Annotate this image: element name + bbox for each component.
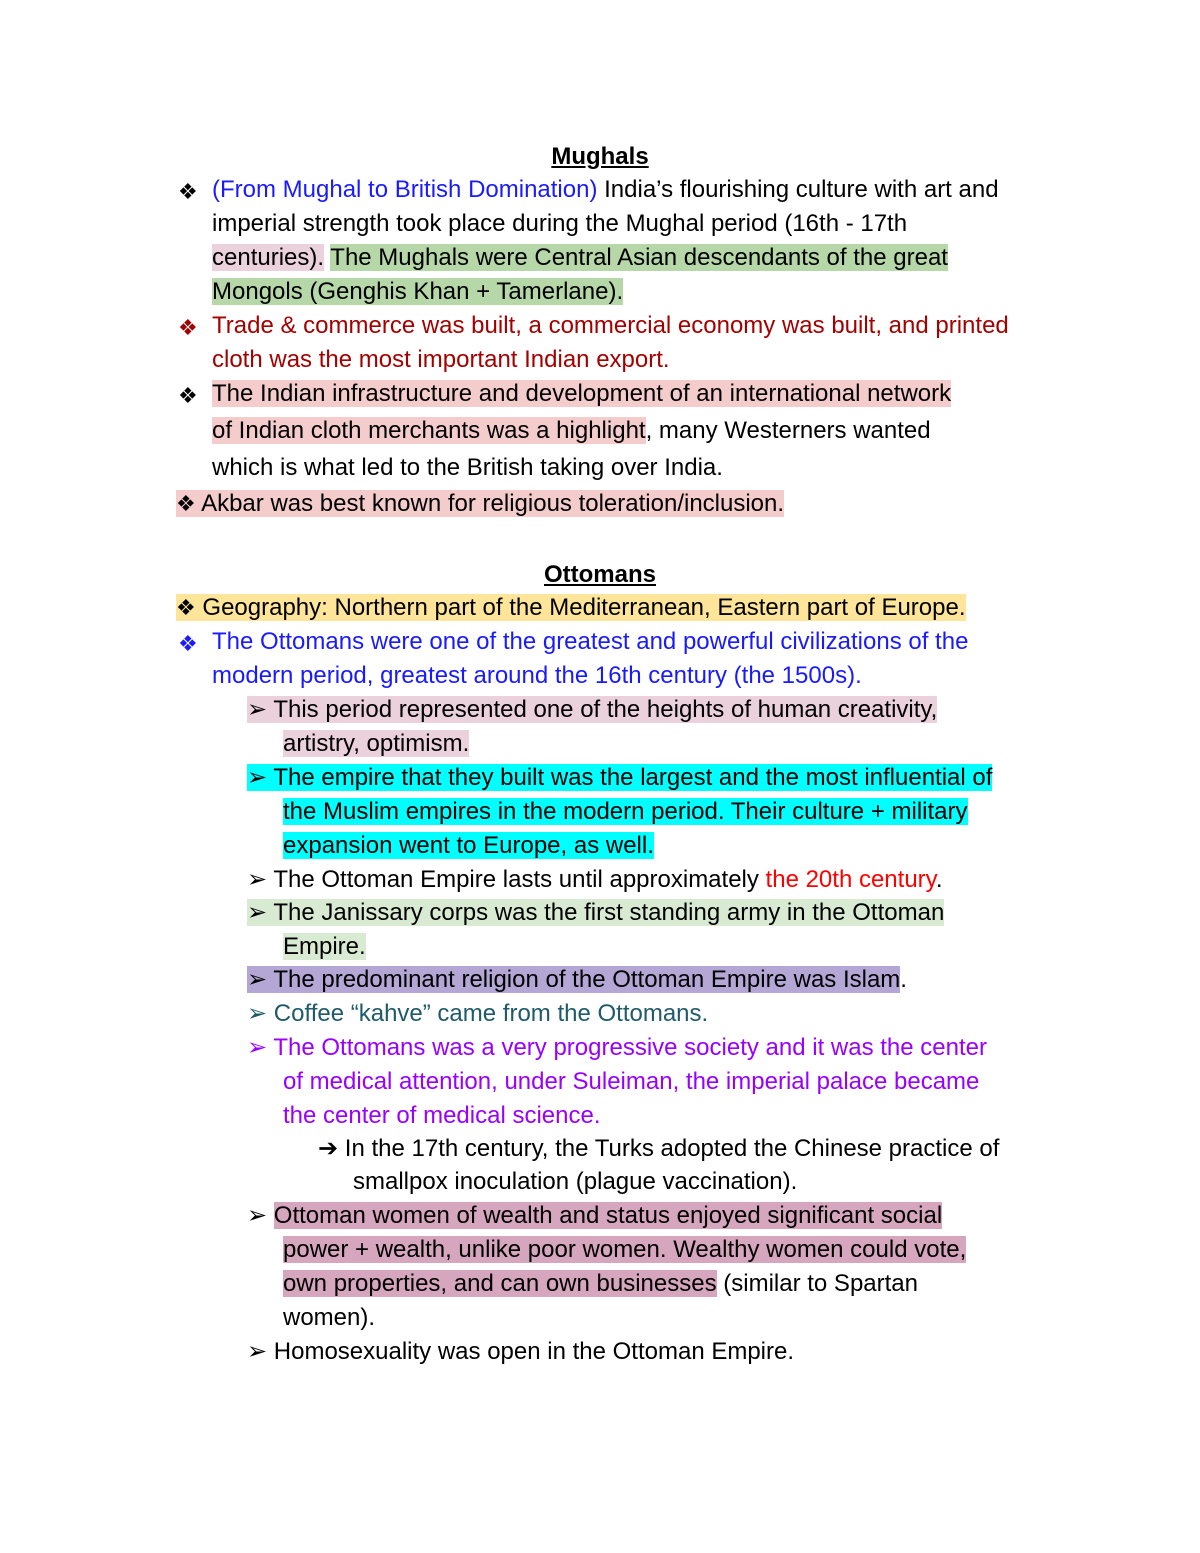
ottomans-sub-6-text: Coffee “kahve” came from the Ottomans. — [273, 1000, 709, 1027]
ottomans-sub-1-line-1 — [247, 693, 937, 727]
ottomans-sub-7-line-2: of medical attention, under Suleiman, the imperial palace became — [283, 1068, 980, 1095]
arrowhead-bullet-icon: ➢ — [247, 764, 268, 791]
ottomans-sub-4-line-2 — [283, 930, 366, 964]
ottomans-sub-8-text: (similar to Spartan — [716, 1270, 918, 1297]
arrowhead-bullet-icon: ➢ — [247, 899, 268, 926]
arrowhead-bullet-icon: ➢ — [247, 1034, 268, 1061]
mughals-bullet-1-blue: (From Mughal to British Domination) — [212, 176, 598, 203]
ottomans-sub-8-line-3 — [283, 1267, 918, 1301]
arrowhead-bullet-icon: ➢ — [247, 1202, 268, 1229]
mughals-bullet-2-line-1: Trade & commerce was built, a commercial economy was built, and printed — [212, 312, 1009, 339]
ottomans-sub-8-highlight-3: own properties, and can own businesses — [283, 1270, 717, 1297]
ottomans-sub-9 — [247, 1335, 794, 1369]
ottomans-sub-1-highlight — [247, 696, 937, 723]
ottomans-bullet-1 — [176, 591, 966, 625]
mughals-bullet-3-highlight: The Indian infrastructure and development of an international network — [212, 380, 952, 407]
mughals-bullet-1-line-1 — [212, 173, 999, 207]
mughals-bullet-3-highlight-2: of Indian cloth merchants was a highlight — [212, 417, 646, 444]
ottomans-bullet-1-highlight — [176, 594, 966, 621]
ottomans-sub-8-line-1 — [247, 1199, 942, 1233]
ottomans-tertiary-1-line-1 — [318, 1132, 999, 1166]
ottomans-sub-7-line-1 — [247, 1031, 987, 1065]
ottomans-tertiary-1-text: In the 17th century, the Turks adopted the Chinese practice of — [344, 1135, 1000, 1162]
ottomans-sub-6 — [247, 997, 708, 1031]
ottomans-sub-5 — [247, 963, 907, 997]
ottomans-sub-7-line-3: the center of medical science. — [283, 1102, 601, 1129]
diamond-bullet-icon: ❖ — [178, 383, 198, 408]
ottomans-sub-2-line-2 — [283, 795, 968, 829]
mughals-bullet-2-line-2: cloth was the most important Indian export. — [212, 346, 670, 373]
mughals-bullet-1-line-2: imperial strength took place during the Mughal period (16th - 17th — [212, 210, 908, 237]
ottomans-sub-4-highlight-2: Empire. — [283, 933, 366, 960]
mughals-bullet-4-highlight — [176, 490, 784, 517]
ottomans-sub-4-text: The Janissary corps was the first standing army in the Ottoman — [273, 899, 945, 926]
ottomans-sub-2-highlight-3: expansion went to Europe, as well. — [283, 832, 654, 859]
mughals-bullet-1-highlight-green: The Mughals were Central Asian descendants of the great — [330, 244, 948, 271]
arrowhead-bullet-icon: ➢ — [247, 1000, 268, 1027]
ottomans-sub-5-highlight — [247, 966, 900, 993]
ottomans-sub-3-text: The Ottoman Empire lasts until approximately — [273, 866, 766, 893]
diamond-bullet-icon: ❖ — [176, 595, 196, 620]
arrowhead-bullet-icon: ➢ — [247, 696, 268, 723]
diamond-bullet-icon: ❖ — [178, 179, 198, 204]
ottomans-sub-4-highlight — [247, 899, 944, 926]
ottomans-sub-5-period: . — [900, 966, 907, 993]
ottomans-sub-7-text: The Ottomans was a very progressive society and it was the center — [273, 1034, 987, 1061]
ottomans-sub-2-line-1 — [247, 761, 992, 795]
ottomans-sub-8-highlight: Ottoman women of wealth and status enjoyed significant social — [273, 1202, 943, 1229]
ottomans-bullet-2-line-2: modern period, greatest around the 16th century (the 1500s). — [212, 662, 862, 689]
arrowhead-bullet-icon: ➢ — [247, 1338, 268, 1365]
ottomans-sub-5-text: The predominant religion of the Ottoman Empire was Islam — [273, 966, 901, 993]
ottomans-sub-8-line-2 — [283, 1233, 966, 1267]
diamond-bullet-icon: ❖ — [178, 631, 198, 656]
mughals-bullet-1-highlight-green-2: Mongols (Genghis Khan + Tamerlane). — [212, 278, 624, 305]
mughals-bullet-1-text: India’s flourishing culture with art and — [597, 176, 999, 203]
arrow-bullet-icon: ➔ — [318, 1135, 339, 1162]
ottomans-sub-1-line-2 — [283, 727, 469, 761]
ottomans-tertiary-1-line-2: smallpox inoculation (plague vaccination). — [353, 1168, 798, 1195]
section-heading-ottomans: Ottomans — [543, 561, 656, 588]
ottomans-sub-2-text: The empire that they built was the largest and the most influential of — [273, 764, 993, 791]
mughals-bullet-3-text: , many Westerners wanted — [645, 417, 931, 444]
mughals-bullet-3-line-3: which is what led to the British taking over India. — [212, 454, 723, 481]
ottomans-sub-2-highlight-2: the Muslim empires in the modern period. Their culture + military — [283, 798, 968, 825]
arrowhead-bullet-icon: ➢ — [247, 866, 268, 893]
mughals-bullet-1-line-3 — [212, 241, 948, 275]
mughals-bullet-1-highlight-pink: centuries). — [212, 244, 325, 271]
ottomans-bullet-2-line-1: The Ottomans were one of the greatest and powerful civilizations of the — [212, 628, 969, 655]
ottomans-sub-3-red: the 20th century — [765, 866, 936, 893]
ottomans-sub-8-highlight-2: power + wealth, unlike poor women. Wealthy women could vote, — [283, 1236, 967, 1263]
ottomans-sub-3 — [247, 863, 943, 897]
ottomans-sub-1-highlight-2: artistry, optimism. — [283, 730, 470, 757]
arrowhead-bullet-icon: ➢ — [247, 966, 268, 993]
ottomans-sub-8-line-4: women). — [283, 1304, 376, 1331]
mughals-bullet-1-line-4 — [212, 275, 623, 309]
ottomans-sub-4-line-1 — [247, 896, 944, 930]
ottomans-bullet-1-text: Geography: Northern part of the Mediterranean, Eastern part of Europe. — [202, 594, 966, 621]
diamond-bullet-icon: ❖ — [178, 315, 198, 340]
ottomans-sub-9-text: Homosexuality was open in the Ottoman Empire. — [273, 1338, 795, 1365]
ottomans-sub-2-highlight — [247, 764, 992, 791]
mughals-bullet-3-line-1 — [212, 377, 951, 411]
ottomans-sub-3-period: . — [935, 866, 943, 893]
mughals-bullet-3-line-2 — [212, 414, 931, 448]
ottomans-sub-1-text: This period represented one of the heights of human creativity, — [273, 696, 938, 723]
diamond-bullet-icon: ❖ — [176, 491, 196, 516]
ottomans-sub-2-line-3 — [283, 829, 654, 863]
section-heading-mughals: Mughals — [551, 143, 649, 170]
mughals-bullet-4-text: Akbar was best known for religious toleration/inclusion. — [201, 490, 785, 517]
mughals-bullet-4 — [176, 487, 784, 521]
